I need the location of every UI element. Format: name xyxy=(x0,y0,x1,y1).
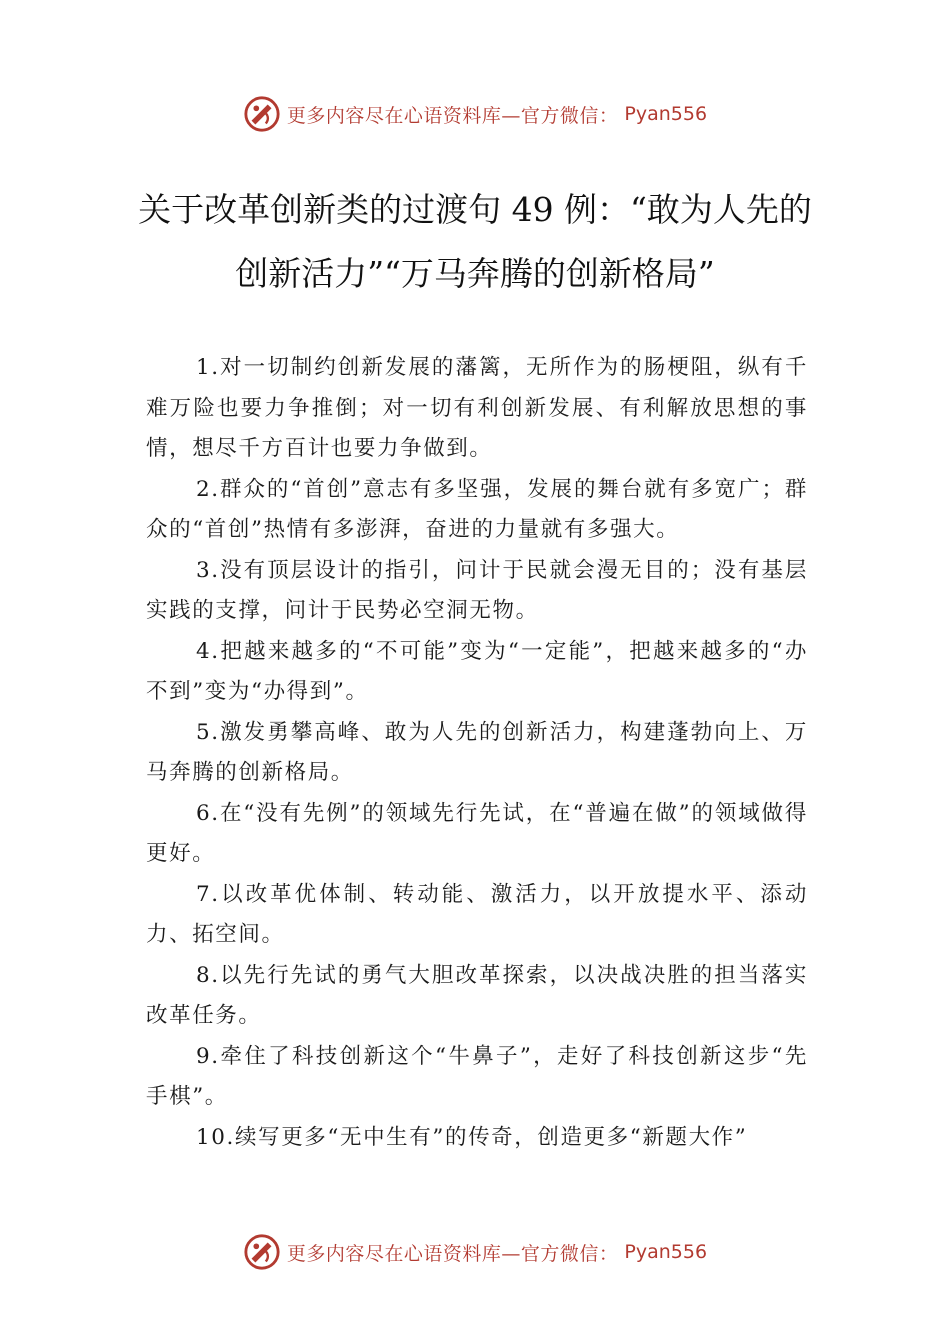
document-body xyxy=(146,348,808,1158)
paragraph: 8.以先行先试的勇气大胆改革探索，以决战决胜的担当落实改革任务。 xyxy=(146,962,808,1028)
paragraph: 9.牵住了科技创新这个“牛鼻子”，走好了科技创新这步“先手棋”。 xyxy=(146,1043,808,1109)
header-banner xyxy=(0,92,950,136)
banner-text: 更多内容尽在心语资料库—官方微信： xyxy=(286,104,619,127)
paragraph: 10.续写更多“无中生有”的传奇，创造更多“新题大作” xyxy=(196,1124,748,1150)
paragraph: 3.没有顶层设计的指引，问计于民就会漫无目的；没有基层实践的支撑，问计于民势必空洞无物。 xyxy=(146,557,808,623)
banner-text: 更多内容尽在心语资料库—官方微信： xyxy=(286,1242,619,1265)
paragraph: 1.对一切制约创新发展的藩篱，无所作为的肠梗阻，纵有千难万险也要力争推倒；对一切有利创新发展、有利解放思想的事情，想尽千方百计也要力争做到。 xyxy=(146,355,808,461)
pen-seal-logo-icon xyxy=(243,1233,281,1271)
banner-wechat-id: Pyan556 xyxy=(624,1241,708,1263)
paragraph: 4.把越来越多的“不可能”变为“一定能”，把越来越多的“办不到”变为“办得到”。 xyxy=(146,638,808,704)
paragraph: 2.群众的“首创”意志有多坚强，发展的舞台就有多宽广；群众的“首创”热情有多澎湃，奋进的力量就有多强大。 xyxy=(146,476,808,542)
banner-wechat-id: Pyan556 xyxy=(624,103,708,125)
paragraph: 6.在“没有先例”的领域先行先试，在“普遍在做”的领域做得更好。 xyxy=(146,800,808,866)
paragraph: 7.以改革优体制、转动能、激活力，以开放提水平、添动力、拓空间。 xyxy=(146,881,808,947)
paragraph: 5.激发勇攀高峰、敢为人先的创新活力，构建蓬勃向上、万马奔腾的创新格局。 xyxy=(146,719,808,785)
document-title: 关于改革创新类的过渡句 49 例：“敢为人先的创新活力”“万马奔腾的创新格局” xyxy=(138,190,812,293)
footer-banner xyxy=(0,1230,950,1274)
pen-seal-logo-icon xyxy=(243,95,281,133)
